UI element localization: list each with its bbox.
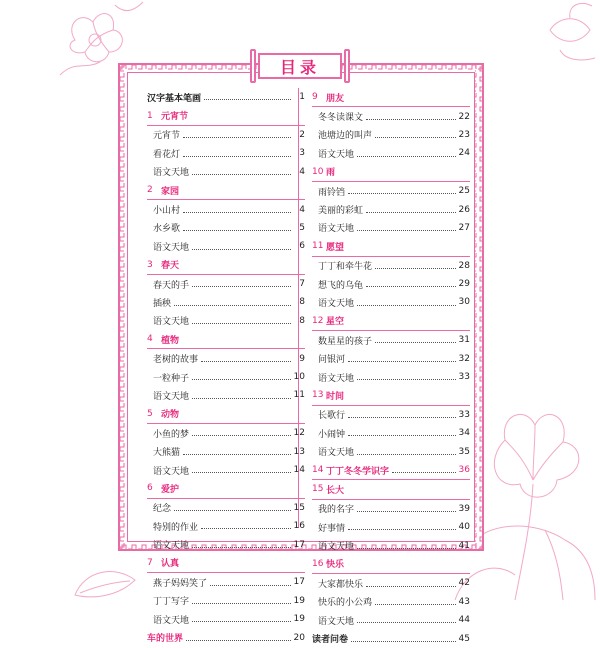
toc-unit-heading: [312, 163, 470, 182]
page-title: 目录: [279, 57, 320, 77]
toc-entry-title: 看花灯: [153, 149, 181, 160]
toc-entry[interactable]: [147, 312, 305, 330]
toc-entry[interactable]: [312, 424, 470, 442]
toc-entry-title: 长歌行: [318, 411, 346, 422]
toc-page-number: 29: [458, 279, 470, 290]
dot-leader: [357, 304, 456, 306]
toc-page-number: 20: [293, 632, 305, 643]
dot-leader: [192, 322, 291, 324]
toc-unit-heading: [147, 479, 305, 498]
dot-leader: [357, 621, 456, 623]
unit-number: 4: [147, 334, 153, 345]
unit-number: 3: [147, 259, 153, 270]
toc-entry[interactable]: [147, 275, 305, 293]
toc-entry-title: 语文天地: [318, 616, 355, 627]
toc-right-column: [312, 88, 470, 648]
unit-number: 16: [312, 558, 324, 569]
unit-number: 13: [312, 390, 324, 401]
dot-leader: [183, 229, 291, 231]
toc-entry-title: 语文天地: [153, 242, 190, 253]
toc-page-number: 6: [299, 241, 305, 252]
toc-page-number: 44: [458, 615, 470, 626]
toc-page-number: 10: [293, 372, 305, 383]
toc-entry-title: 美丽的彩虹: [318, 206, 364, 217]
toc-entry-title: 时间: [326, 391, 345, 402]
toc-page-number: 9: [299, 353, 305, 364]
toc-entry[interactable]: [147, 200, 305, 218]
toc-entry-title: 丁丁写字: [153, 597, 190, 608]
dot-leader: [186, 639, 291, 641]
dot-leader: [357, 229, 456, 231]
toc-entry-title: 认真: [161, 559, 180, 570]
toc-page-number: 32: [458, 353, 470, 364]
toc-unit-heading: [312, 555, 470, 574]
toc-entry-title: 我的名字: [318, 505, 355, 516]
toc-page-number: 34: [458, 428, 470, 439]
dot-leader: [183, 136, 291, 138]
dot-leader: [201, 527, 291, 529]
toc-page-number: 17: [293, 539, 305, 550]
toc-page-number: 1: [299, 92, 305, 103]
toc-entry-title: 语文天地: [318, 224, 355, 235]
toc-entry[interactable]: [312, 275, 470, 293]
toc-entry-title: 插秧: [153, 298, 172, 309]
toc-entry[interactable]: [312, 331, 470, 349]
dot-leader: [357, 155, 456, 157]
unit-number: 1: [147, 110, 153, 121]
toc-page-number: 11: [293, 390, 305, 401]
toc-page-number: 28: [458, 260, 470, 271]
dot-leader: [366, 118, 456, 120]
toc-entry[interactable]: [147, 349, 305, 367]
unit-number: 2: [147, 185, 153, 196]
toc-entry-title: 小鱼的梦: [153, 429, 190, 440]
toc-entry-title: 朋友: [326, 93, 345, 104]
toc-entry-title: 雨: [326, 168, 336, 179]
toc-entry-title: 语文天地: [153, 168, 190, 179]
toc-page-number: 7: [299, 279, 305, 290]
dot-leader: [183, 155, 291, 157]
dot-leader: [192, 378, 291, 380]
toc-entry[interactable]: [312, 200, 470, 218]
toc-entry-title: 大家都快乐: [318, 579, 364, 590]
toc-entry-title: 小闹钟: [318, 429, 346, 440]
toc-entry[interactable]: [312, 182, 470, 200]
toc-entry[interactable]: [147, 610, 305, 628]
toc-entry[interactable]: [147, 517, 305, 535]
toc-entry-title: 一粒种子: [153, 373, 190, 384]
toc-entry-title: 快乐: [326, 560, 345, 571]
toc-section-entry[interactable]: [147, 88, 305, 106]
toc-entry[interactable]: [147, 144, 305, 162]
toc-entry-title: 好事情: [318, 523, 346, 534]
toc-page-number: 16: [293, 521, 305, 532]
toc-unit-heading: [312, 386, 470, 405]
toc-entry-title: 特别的作业: [153, 522, 199, 533]
dot-leader: [192, 620, 291, 622]
toc-entry-title: 想飞的乌龟: [318, 280, 364, 291]
toc-entry[interactable]: [147, 535, 305, 553]
toc-entry-title: 语文天地: [318, 448, 355, 459]
toc-entry[interactable]: [312, 536, 470, 554]
toc-entry[interactable]: [147, 592, 305, 610]
toc-page-number: 3: [299, 148, 305, 159]
toc-entry-title: 星空: [326, 317, 345, 328]
dot-leader: [348, 416, 456, 418]
toc-page-number: 4: [299, 204, 305, 215]
toc-page-number: 39: [458, 503, 470, 514]
toc-unit-heading: [147, 256, 305, 275]
toc-entry-title: 小山村: [153, 206, 181, 217]
toc-page-number: 19: [293, 614, 305, 625]
toc-unit-heading: [147, 106, 305, 125]
toc-entry-title: 大熊猫: [153, 448, 181, 459]
toc-entry-title: 动物: [161, 410, 180, 421]
toc-page-number: 41: [458, 540, 470, 551]
toc-entry[interactable]: [147, 293, 305, 311]
toc-page-number: 25: [458, 186, 470, 197]
dot-leader: [392, 471, 456, 473]
toc-entry[interactable]: [312, 219, 470, 237]
toc-entry[interactable]: [312, 574, 470, 592]
toc-page-number: 15: [293, 502, 305, 513]
toc-page-number: 2: [299, 129, 305, 140]
toc-page-number: 4: [299, 166, 305, 177]
dot-leader: [192, 397, 291, 399]
dot-leader: [174, 509, 291, 511]
toc-unit-heading: [312, 237, 470, 256]
unit-number: 7: [147, 557, 153, 568]
toc-entry[interactable]: [147, 237, 305, 255]
toc-entry-title: 元宵节: [161, 112, 189, 123]
toc-entry[interactable]: [312, 368, 470, 386]
toc-entry-title: 元宵节: [153, 131, 181, 142]
dot-leader: [357, 547, 456, 549]
toc-entry-title: 语文天地: [153, 391, 190, 402]
unit-number: 6: [147, 483, 153, 494]
toc-entry[interactable]: [312, 349, 470, 367]
dot-leader: [375, 267, 456, 269]
toc-page-number: 27: [458, 222, 470, 233]
toc-entry[interactable]: [312, 442, 470, 460]
unit-number: 5: [147, 408, 153, 419]
toc-entry-title: 春天的手: [153, 280, 190, 291]
toc-entry-title: 长大: [326, 485, 345, 496]
unit-number: 11: [312, 241, 324, 252]
toc-page-number: 43: [458, 596, 470, 607]
toc-entry-title: 纪念: [153, 504, 172, 515]
dot-leader: [357, 510, 456, 512]
dot-leader: [357, 453, 456, 455]
toc-left-column: [147, 88, 305, 647]
toc-entry[interactable]: [312, 144, 470, 162]
toc-page-number: 14: [293, 465, 305, 475]
toc-entry[interactable]: [312, 293, 470, 311]
toc-page-number: 5: [299, 222, 305, 233]
toc-page-number: 35: [458, 446, 470, 457]
toc-entry-title: 燕子妈妈笑了: [153, 578, 208, 589]
toc-entry-title: 汉字基本笔画: [147, 93, 202, 104]
unit-number: 15: [312, 484, 324, 495]
dot-leader: [366, 211, 456, 213]
toc-page-number: 17: [293, 577, 305, 588]
dot-leader: [192, 248, 291, 250]
unit-number: 12: [312, 315, 324, 326]
toc-entry-title: 语文天地: [318, 542, 355, 553]
toc-unit-heading: [147, 330, 305, 349]
toc-page-number: 23: [458, 129, 470, 140]
toc-entry[interactable]: [312, 593, 470, 611]
toc-entry-title: 水乡歌: [153, 224, 181, 235]
toc-unit-heading: [147, 554, 305, 573]
toc-entry-title: 车的世界: [147, 634, 184, 645]
unit-number: 9: [312, 92, 318, 103]
unit-number: 14: [312, 465, 324, 475]
dot-leader: [375, 136, 456, 138]
toc-entry[interactable]: [147, 461, 305, 479]
dot-leader: [192, 173, 291, 175]
toc-page-number: 12: [293, 428, 305, 439]
dot-leader: [192, 471, 291, 473]
toc-entry-title: 语文天地: [318, 373, 355, 384]
toc-page-number: 8: [299, 315, 305, 326]
toc-entry-title: 植物: [161, 335, 180, 346]
dot-leader: [192, 434, 291, 436]
toc-entry-title: 丁丁冬冬学识字: [326, 466, 390, 477]
toc-page-number: 36: [458, 465, 470, 475]
toc-entry-title: 语文天地: [153, 317, 190, 328]
dot-leader: [183, 211, 291, 213]
toc-entry-title: 池塘边的叫声: [318, 131, 373, 142]
dot-leader: [366, 585, 456, 587]
dot-leader: [375, 603, 456, 605]
toc-unit-heading[interactable]: [312, 461, 470, 480]
toc-entry[interactable]: [312, 126, 470, 144]
flower-decoration-top-right: [540, 0, 600, 70]
toc-entry[interactable]: [147, 219, 305, 237]
toc-unit-heading: [147, 181, 305, 200]
toc-entry[interactable]: [147, 442, 305, 460]
toc-entry[interactable]: [147, 163, 305, 181]
dot-leader: [204, 98, 291, 100]
toc-entry[interactable]: [312, 500, 470, 518]
toc-entry[interactable]: [312, 257, 470, 275]
dot-leader: [192, 546, 291, 548]
toc-entry-title: 愿望: [326, 242, 345, 253]
toc-entry[interactable]: [312, 518, 470, 536]
dot-leader: [375, 341, 456, 343]
toc-page-number: 19: [293, 595, 305, 606]
toc-entry[interactable]: [147, 573, 305, 591]
toc-unit-heading: [312, 312, 470, 331]
title-banner: [258, 53, 342, 79]
toc-entry[interactable]: [312, 406, 470, 424]
toc-entry-title: 快乐的小公鸡: [318, 598, 373, 609]
dot-leader: [201, 360, 291, 362]
toc-page-number: 8: [299, 297, 305, 308]
toc-entry-title: 语文天地: [153, 466, 190, 477]
dot-leader: [192, 285, 291, 287]
toc-entry[interactable]: [147, 499, 305, 517]
toc-entry[interactable]: [312, 107, 470, 125]
toc-page-number: 45: [458, 633, 470, 644]
dot-leader: [348, 360, 456, 362]
toc-entry-title: 春天: [161, 261, 180, 272]
toc-page-number: 42: [458, 578, 470, 589]
toc-entry-title: 读者问卷: [312, 635, 349, 646]
toc-page-number: 33: [458, 409, 470, 420]
toc-entry[interactable]: [147, 386, 305, 404]
toc-unit-heading: [147, 405, 305, 424]
dot-leader: [351, 640, 456, 642]
toc-entry-title: 语文天地: [318, 149, 355, 160]
toc-entry-title: 雨铃铛: [318, 187, 346, 198]
toc-unit-heading: [312, 480, 470, 499]
dot-leader: [192, 602, 291, 604]
dot-leader: [183, 453, 291, 455]
toc-section-entry[interactable]: [147, 628, 305, 646]
toc-entry-title: 丁丁和牵牛花: [318, 262, 373, 273]
toc-page-number: 33: [458, 372, 470, 383]
dot-leader: [357, 378, 456, 380]
toc-entry-title: 问银河: [318, 355, 346, 366]
toc-unit-heading: [312, 88, 470, 107]
toc-entry-title: 爱护: [161, 484, 180, 495]
dot-leader: [174, 304, 291, 306]
dot-leader: [348, 192, 456, 194]
toc-entry-title: 语文天地: [153, 541, 190, 552]
toc-page-number: 30: [458, 297, 470, 308]
toc-entry[interactable]: [147, 424, 305, 442]
toc-entry-title: 老树的故事: [153, 355, 199, 366]
toc-section-entry[interactable]: [312, 629, 470, 647]
toc-entry[interactable]: [147, 368, 305, 386]
toc-entry-title: 冬冬读课文: [318, 113, 364, 124]
toc-page-number: 24: [458, 148, 470, 159]
dot-leader: [366, 285, 456, 287]
toc-entry[interactable]: [147, 126, 305, 144]
toc-page-number: 22: [458, 111, 470, 122]
dot-leader: [210, 584, 291, 586]
unit-number: 10: [312, 166, 324, 177]
toc-page-number: 40: [458, 522, 470, 533]
toc-entry-title: 语文天地: [153, 615, 190, 626]
toc-page-number: 31: [458, 335, 470, 346]
toc-entry[interactable]: [312, 611, 470, 629]
toc-page-number: 13: [293, 446, 305, 457]
dot-leader: [348, 528, 456, 530]
dot-leader: [348, 434, 456, 436]
toc-page-number: 26: [458, 204, 470, 215]
toc-entry-title: 数星星的孩子: [318, 336, 373, 347]
toc-entry-title: 语文天地: [318, 298, 355, 309]
toc-entry-title: 家园: [161, 186, 180, 197]
